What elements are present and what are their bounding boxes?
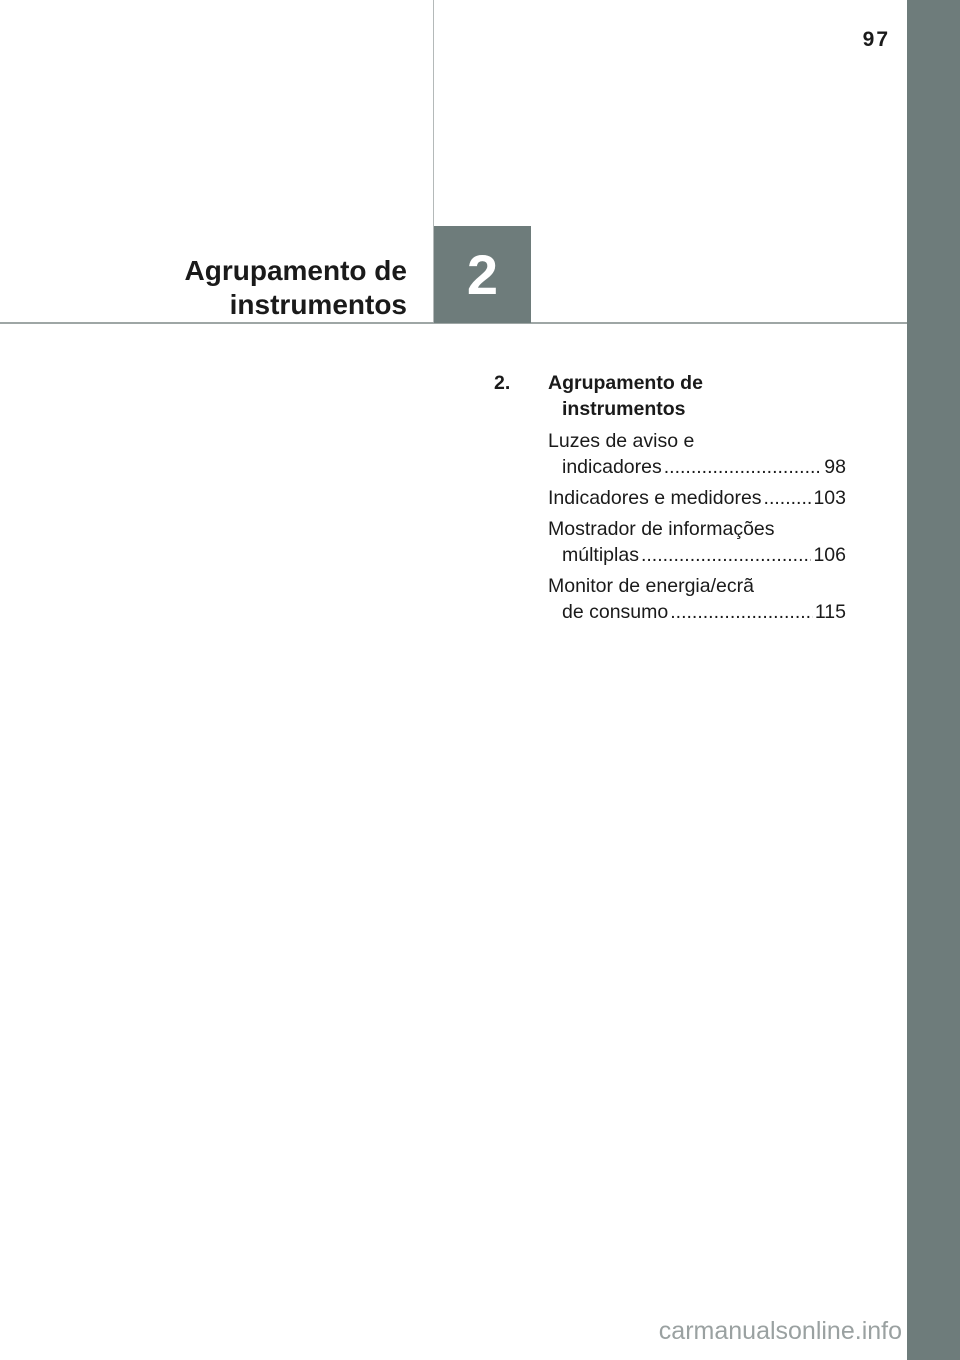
- toc-section-title-line2: instrumentos: [562, 398, 686, 420]
- toc-entry-page: 98: [824, 456, 846, 478]
- chapter-title-line2: instrumentos: [229, 289, 407, 320]
- chapter-title: [185, 254, 407, 322]
- toc-entry-energy-monitor[interactable]: [548, 573, 846, 625]
- toc-leader-dots: [664, 454, 823, 480]
- toc-entry-gauges-meters[interactable]: [548, 485, 846, 511]
- toc-entry-warning-lights[interactable]: [548, 428, 846, 480]
- toc-entry-multi-info-display[interactable]: [548, 516, 846, 568]
- toc-entry-title-line1: Luzes de aviso e: [548, 430, 695, 452]
- toc-entry-page: 103: [813, 487, 846, 509]
- toc-entry-title-line1: Mostrador de informações: [548, 518, 775, 540]
- chapter-side-band: [907, 0, 960, 1360]
- toc-entry-line2: [548, 454, 846, 480]
- table-of-contents: [494, 370, 846, 630]
- toc-entry-title-line2: Indicadores e medidores: [548, 487, 762, 509]
- toc-entry-page: 106: [813, 544, 846, 566]
- toc-entry-line2: [548, 485, 846, 511]
- toc-entry-page: 115: [814, 601, 846, 623]
- toc-entry-line2: [548, 599, 846, 625]
- toc-entry-title-line2: indicadores: [562, 456, 662, 478]
- toc-section-title: [548, 370, 846, 422]
- toc-leader-dots: [641, 542, 812, 568]
- toc-section-title-line1: Agrupamento de: [548, 372, 703, 394]
- chapter-number-box: [434, 226, 531, 323]
- toc-section-heading: [494, 370, 846, 422]
- chapter-number: 2: [466, 243, 499, 306]
- chapter-title-line1: Agrupamento de: [184, 255, 407, 286]
- watermark: carmanualsonline.info: [658, 1317, 902, 1345]
- toc-leader-dots: [764, 485, 812, 511]
- toc-leader-dots: [670, 599, 813, 625]
- toc-entry-title-line2: múltiplas: [562, 544, 639, 566]
- toc-entry-title-line2: de consumo: [562, 601, 669, 623]
- page-number: 97: [862, 28, 890, 51]
- toc-entry-line2: [548, 542, 846, 568]
- toc-entry-title-line1: Monitor de energia/ecrã: [548, 575, 754, 597]
- toc-section-number: 2.: [494, 372, 511, 394]
